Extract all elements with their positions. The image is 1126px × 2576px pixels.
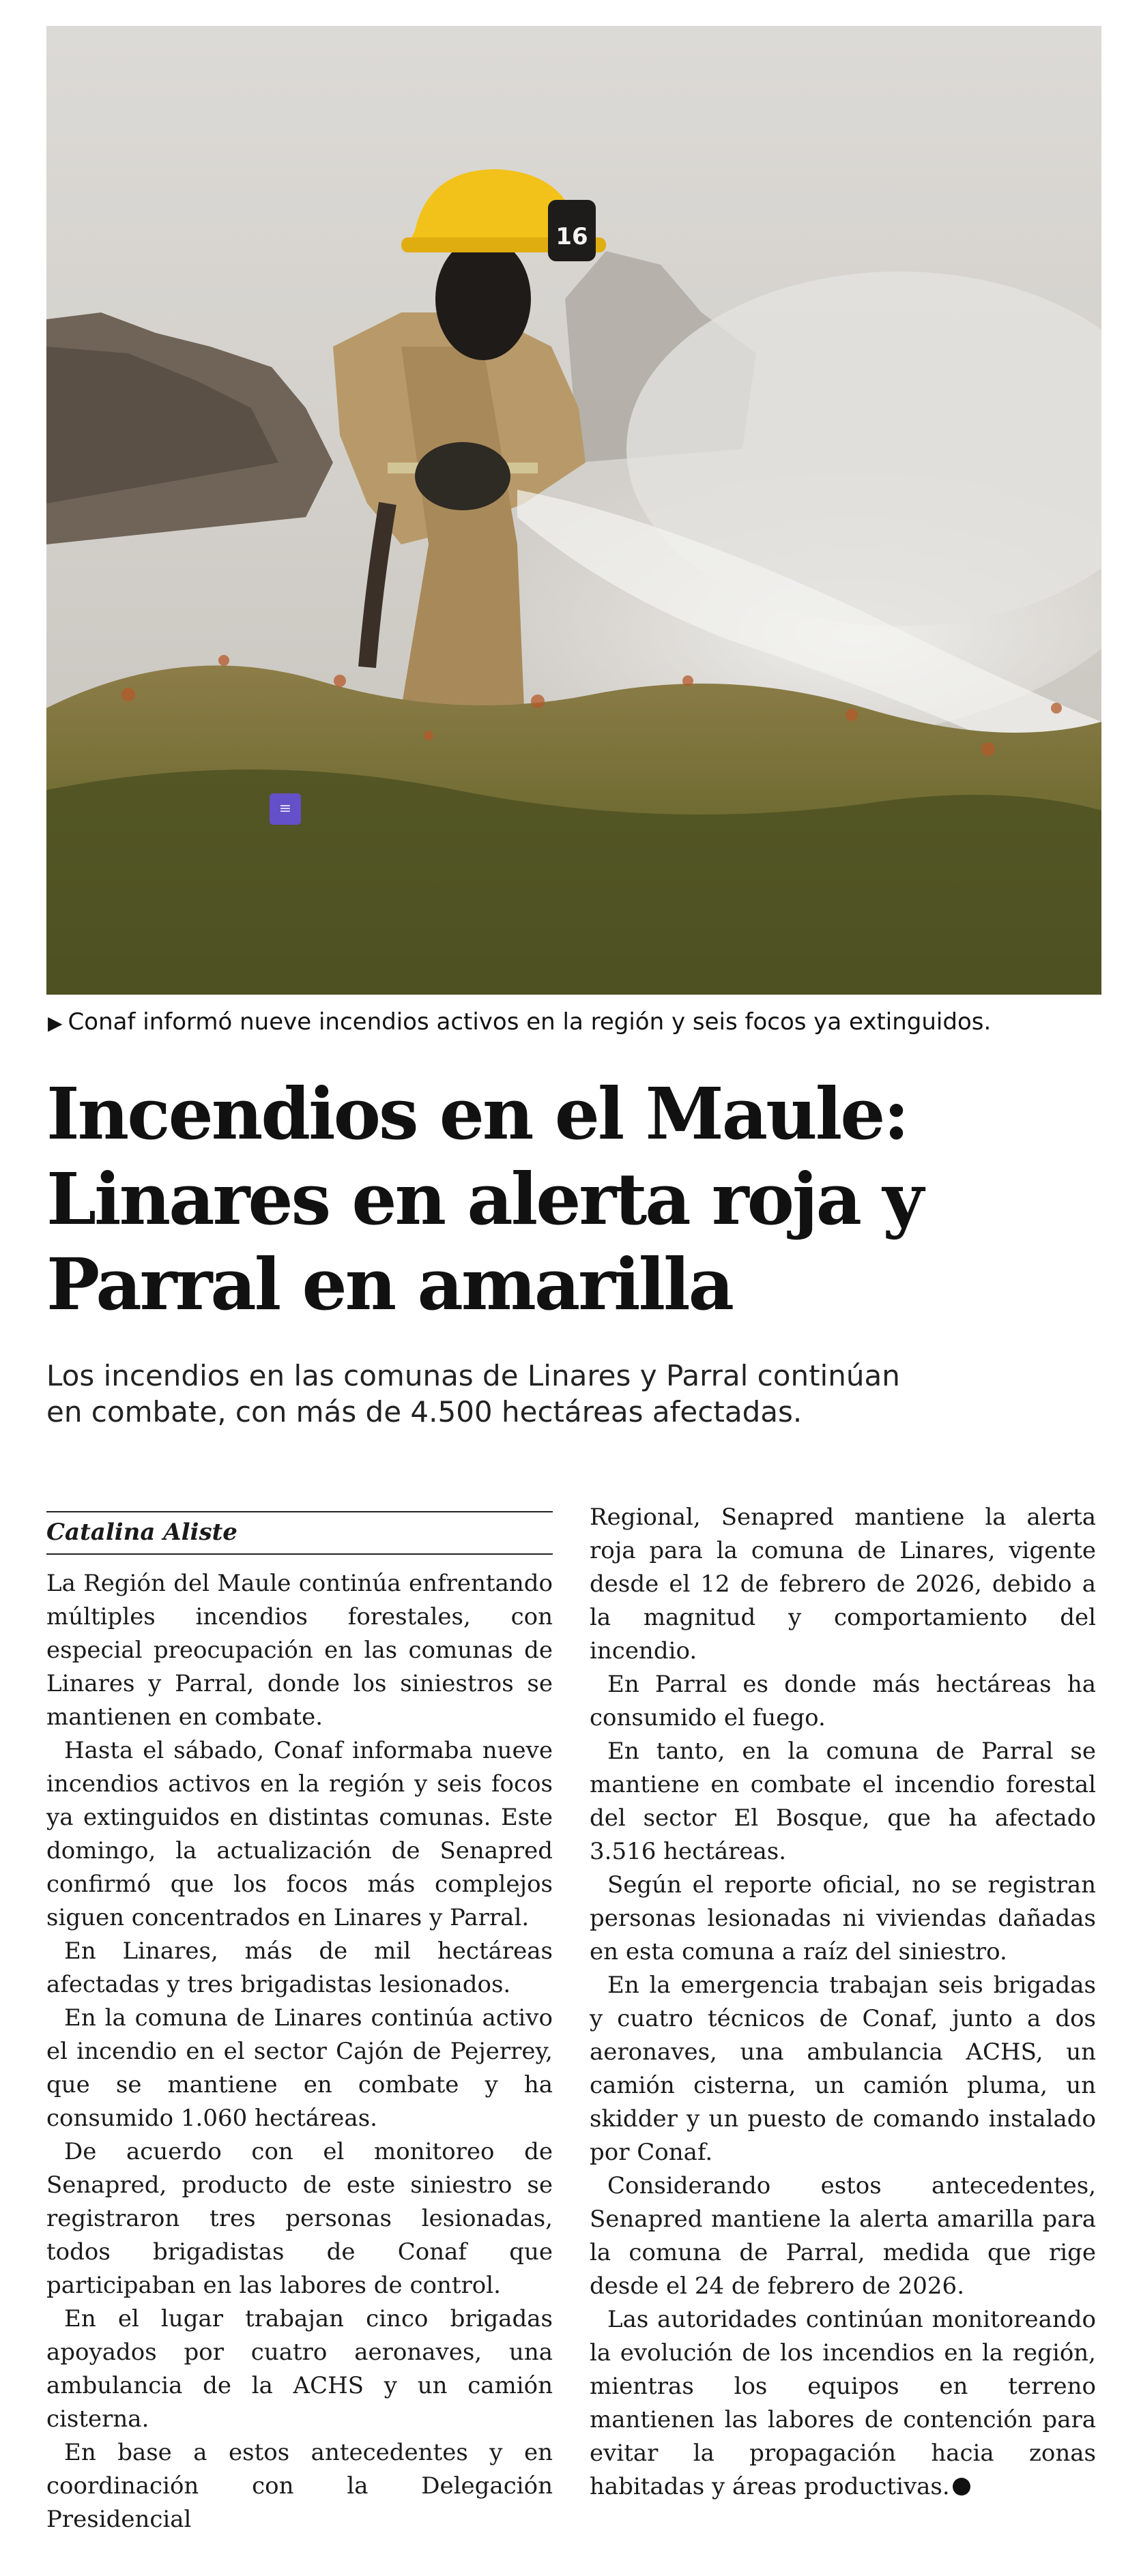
- body-paragraph: En Parral es donde más hectáreas ha consumido el fuego.: [590, 1671, 1096, 1731]
- body-paragraph: Regional, Senapred mantiene la alerta roja para la comuna de Linares, vigente desde el 12 de febrero de 2026, debido a la magnitud y comportamiento del incendio.: [590, 1504, 1096, 1665]
- final-paragraph-text: Las autoridades continúan monitoreando la evolución de los incendios en la región, mientras los equipos en terreno mantienen las labores de contención para evitar la propagación hacia zonas habitadas y áreas productivas.: [590, 2306, 1096, 2500]
- body-paragraph: En la emergencia trabajan seis brigadas y cuatro técnicos de Conaf, junto a dos aeronaves, una ambulancia ACHS, un camión cisterna, un camión pluma, un skidder y un puesto de comando instalado por Conaf.: [590, 1972, 1096, 2166]
- article-headline: Incendios en el Maule: Linares en alerta roja y Parral en amarilla: [46, 1072, 922, 1326]
- body-column-left: [46, 1501, 553, 2536]
- body-paragraph: En Linares, más de mil hectáreas afectadas y tres brigadistas lesionados.: [46, 1937, 553, 1998]
- body-paragraph: Considerando estos antecedentes, Senapred mantiene la alerta amarilla para la comuna de Parral, medida que rige desde el 24 de febrero de 2026.: [590, 2172, 1096, 2300]
- body-paragraph: En el lugar trabajan cinco brigadas apoyados por cuatro aeronaves, una ambulancia de la ACHS y un camión cisterna.: [46, 2305, 553, 2433]
- note-icon[interactable]: ≡: [270, 793, 301, 825]
- body-paragraph: En tanto, en la comuna de Parral se mantiene en combate el incendio forestal del sector El Bosque, que ha afectado 3.516 hectáreas.: [590, 1738, 1096, 1865]
- body-paragraph: Según el reporte oficial, no se registran personas lesionadas ni viviendas dañadas en esta comuna a raíz del siniestro.: [590, 1871, 1096, 1965]
- body-paragraph: En la comuna de Linares continúa activo el incendio en el sector Cajón de Pejerrey, que se mantiene en combate y ha consumido 1.060 hectáreas.: [46, 2004, 553, 2132]
- body-paragraph: La Región del Maule continúa enfrentando múltiples incendios forestales, con especial preocupación en las comunas de Linares y Parral, donde los siniestros se mantienen en combate.: [46, 1570, 553, 1731]
- photo-caption: [48, 1008, 1112, 1036]
- body-paragraph: Hasta el sábado, Conaf informaba nueve incendios activos en la región y seis focos ya extinguidos en distintas comunas. Este domingo, la actualización de Senapred confirmó que los focos más complejos siguen concentrados en Linares y Parral.: [46, 1737, 553, 1931]
- end-mark-icon: [953, 2478, 970, 2496]
- firefighter-photo-illustration: [46, 26, 1101, 995]
- body-paragraph: De acuerdo con el monitoreo de Senapred, producto de este siniestro se registraron tres personas lesionadas, todos brigadistas de Conaf que participaban en las labores de control.: [46, 2138, 553, 2299]
- caption-text: Conaf informó nueve incendios activos en la región y seis focos ya extinguidos.: [68, 1008, 992, 1036]
- article-photo: [46, 26, 1101, 995]
- byline: Catalina Aliste: [46, 1511, 553, 1555]
- helmet-number: 16: [555, 223, 588, 250]
- body-column-right: [590, 1501, 1096, 2504]
- body-paragraph: En base a estos antecedentes y en coordinación con la Delegación Presidencial: [46, 2439, 553, 2533]
- triangle-right-icon: ▶: [48, 1012, 63, 1034]
- body-paragraph-last: [590, 2303, 1096, 2504]
- article-subhead: Los incendios en las comunas de Linares y Parral continúan en combate, con más de 4.500 hectáreas afectadas.: [46, 1359, 900, 1429]
